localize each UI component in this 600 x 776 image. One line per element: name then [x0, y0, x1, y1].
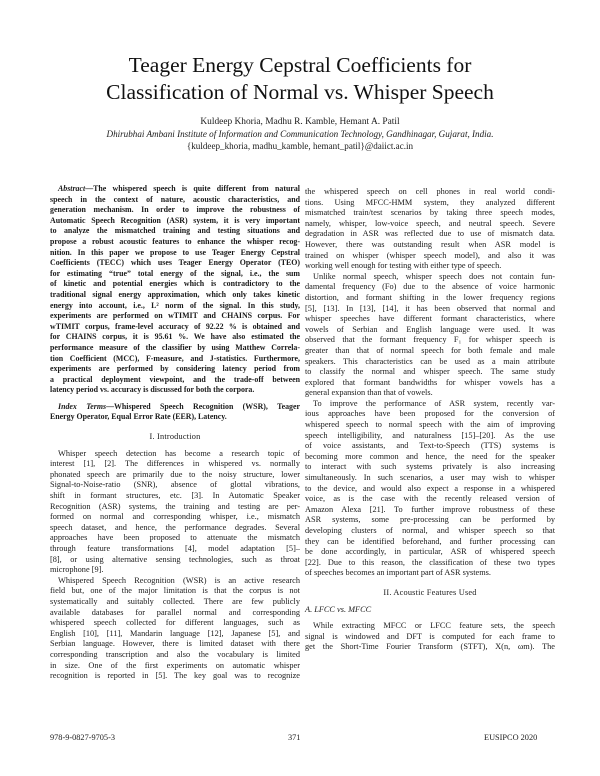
lead-label: Index Terms: [58, 401, 107, 411]
text-line: Unlike normal speech, whisper speech does not contain fun-: [313, 271, 555, 281]
text-line: voice, as is the case with the recently released version of: [305, 494, 555, 504]
text-line: working well enough for testing with either type of speech.: [305, 261, 502, 271]
text-line: whispered speech collected for different languages, such as: [50, 618, 300, 628]
text-line: Serbian language. However, there is limited dataset with there: [50, 639, 300, 649]
text-line: Whisper speech detection has become a research topic of: [58, 448, 300, 458]
text-line: [50, 402, 300, 413]
text-line: to interact with such systems privately is also increasing: [305, 462, 555, 472]
text-line: latency period vs. accuracy is discussed for both the corpora.: [50, 385, 255, 395]
text-line: nition. In this paper we propose to use Teager Energy Cepstral: [50, 247, 300, 257]
text-line: corresponding transcription and also the vocabulary is limited: [50, 649, 300, 659]
text-line: ASR systems, some pre-processing can be performed by: [305, 515, 555, 525]
lead-text: —Whispered Speech Recognition (WSR), Teager: [106, 401, 300, 411]
text-line: of speeches becomes an important part of ASR systems.: [305, 568, 491, 578]
lead-text: —The whispered speech is quite different from natural: [85, 184, 300, 193]
text-line: Automatic Speech Recognition (ASR) system, it is very important: [50, 215, 300, 225]
text-line: systematically and suitably collected. There are few publicly: [50, 596, 300, 606]
text-line: get the Short-Time Fourier Transform (STFT), X(n, ωm). The: [305, 642, 555, 652]
text-line: simultaneously. In such scenarios, a user may wish to whisper: [305, 473, 555, 483]
author-emails: {kuldeep_khoria, madhu_kamble, hemant_patil}@daiict.ac.in: [186, 141, 414, 151]
section-heading-acoustic-features: II. Acoustic Features Used: [383, 587, 477, 597]
text-line: recognition is reported in [5]. The key goal was to recognize: [50, 671, 300, 681]
text-line: energy into account, i.e., L² norm of the signal. In this study,: [50, 300, 300, 310]
text-line: greater than that of normal speech for both female and male: [305, 345, 555, 355]
paper-title: [30, 52, 570, 106]
text-line: through feature transformations [4], model adaptation [5]–: [50, 544, 300, 553]
text-line: Recognition (ASR) systems, the training and testing are per-: [50, 501, 300, 511]
text-line: formed on normal and corresponding whisper, i.e., mismatch: [50, 512, 300, 522]
text-line: field but, one of the major limitation is that the corpus is not: [50, 586, 300, 596]
right-paragraph-1: [305, 187, 555, 272]
footer-conference: EUSIPCO 2020: [484, 733, 538, 742]
text-line: Coefficients (TECC) which uses Teager Energy Operator (TEO): [50, 258, 300, 268]
text-line: they can be identified beforehand, and further processing can: [305, 536, 555, 546]
text-line: shift in formant structures, etc. [3]. In Automatic Speaker: [50, 491, 300, 501]
text-line: whispered speech to normal speech with the aim of improving: [305, 420, 555, 430]
text-line: Signal-to-Noise-ratio (SNR), absence of glottal vibrations,: [50, 480, 300, 490]
text-line: degradation in ASR was reflected due to use of mismatch data.: [305, 229, 555, 239]
text-line: English [10], [11], Mandarin language [12], Japanese [5], and: [50, 628, 300, 638]
right-paragraph-2: [305, 272, 555, 399]
text-line: However, there was outstanding result when ASR model is: [305, 239, 555, 249]
text-line: Whispered Speech Recognition (WSR) is an active research: [58, 575, 300, 585]
text-line: Amazon Alexa [21]. To further improve robustness of these: [305, 504, 555, 514]
text-line: phonated speech are primarily due to the noisy structure, lower: [50, 469, 300, 479]
text-line: to classify the normal and whisper speech. The same study: [305, 367, 555, 377]
text-line: a practical deployment viewpoint, and the trade-off between: [50, 374, 300, 384]
text-line: ious approaches have been proposed for the conversion of: [305, 409, 555, 419]
text-line: be done accordingly, in particular, ASR of whispered speech: [305, 547, 555, 557]
text-line: of kinetic and potential energies which is contradictory to the: [50, 279, 300, 289]
text-line: the whispered speech on cell phones in real world condi-: [305, 187, 555, 196]
text-line: signal is windowed and DFT is computed for each frame to: [305, 631, 555, 641]
text-line: in size. One of the first experiments on automatic whisper: [50, 660, 300, 670]
section-heading-introduction: I. Introduction: [149, 432, 201, 442]
text-line: whisper speeches have different formant characteristics, where: [305, 314, 555, 324]
text-line: wTIMIT corpus, frame-level accuracy of 92.22 % is obtained and: [50, 321, 300, 331]
text-line: [22]. Due to this reason, the classification of these two types: [305, 557, 555, 567]
text-line: of voice assistants, and Text-to-Speech (TTS) systems is: [305, 441, 555, 451]
text-line: trained on whisper (whisper speech model), and also it was: [305, 250, 555, 260]
footer-isbn: 978-9-0827-9705-3: [50, 733, 115, 742]
intro-paragraph-1: [50, 449, 300, 576]
text-line: approaches have been proposed to attenuate the mismatch: [50, 533, 300, 543]
text-line: becoming more common and hence, the need for the speaker: [305, 451, 555, 461]
text-line: experiments are performed by considering latency period from: [50, 364, 300, 374]
text-line: explored that formant bandwidths for whisper vowels has a: [305, 377, 555, 387]
text-line: speech intelligibility, and naturalness [15]–[20]. As the use: [305, 430, 555, 440]
text-line: to analyze the mismatched training and testing situations and: [50, 226, 300, 236]
right-column: [305, 187, 555, 653]
text-line: While extracting MFCC or LFCC feature sets, the speech: [313, 621, 555, 631]
right-paragraph-3: [305, 399, 555, 579]
text-line: to the device, and would also expect a response in a whispered: [305, 483, 555, 493]
title-line-2: Classification of Normal vs. Whisper Speech: [106, 80, 494, 104]
lead-label: Abstract: [58, 184, 86, 193]
text-line: To improve the performance of ASR system, recently var-: [313, 398, 555, 408]
text-line: for CHAINS corpus, it is 95.61 %. We have also estimated the: [50, 332, 300, 342]
text-line: tions. Using MFCC-HMM system, they analyzed different: [305, 197, 555, 207]
author-list: Kuldeep Khoria, Madhu R. Kamble, Hemant A. Patil: [200, 117, 400, 127]
left-column: [50, 184, 300, 682]
text-line: [5], [13]. In [13], [14], it has been observed that normal and: [305, 303, 555, 313]
text-line: performance measure of the classifier by using Matthew Correla-: [50, 342, 300, 352]
text-line: tion Coefficient (MCC), F-measure, and J-statistics. Furthermore,: [50, 353, 300, 363]
text-line: vowels of Serbian and English language were used. It was: [305, 324, 555, 334]
right-paragraph-4: [305, 621, 555, 653]
affiliation: Dhirubhai Ambani Institute of Information and Communication Technology, Gandhinagar, Gujarat, India.: [106, 129, 494, 139]
footer-page-number: 371: [288, 733, 301, 742]
text-line: speakers. This characteristics can be used as a main attribute: [305, 356, 555, 366]
text-line: mismatched train/test scenarios by taking three speech modes,: [305, 208, 555, 218]
text-line: available databases for parallel normal and corresponding: [50, 607, 300, 617]
subsection-heading-lfcc-mfcc: A. LFCC vs. MFCC: [305, 604, 372, 614]
title-line-1: Teager Energy Cepstral Coefficients for: [128, 53, 472, 77]
text-line: damental frequency (Fo) due to the absence of voice harmonic: [305, 282, 555, 292]
text-line: for estimating “true” total energy of the signal, i.e., the sum: [50, 268, 300, 278]
text-line: interest [1], [2]. The differences in whispered vs. normally: [50, 459, 300, 469]
text-line: [8], or using alternative sensing technologies, such as throat: [50, 554, 300, 564]
text-line: speech dataset, and hence, the performance degrades. Several: [50, 522, 300, 532]
text-line: experiments are performed on wTIMIT and CHAINS corpus. For: [50, 311, 300, 321]
text-line: developing clusters of normal, and whisper speech so that: [305, 526, 555, 535]
text-line: observed that the formant frequency F₁ for whisper speech is: [305, 335, 555, 345]
text-line: Energy Operator, Equal Error Rate (EER), Latency.: [50, 412, 227, 422]
text-line: speech in the context of nature, acoustic characteristics, and: [50, 194, 300, 204]
text-line: namely, whisper, low-voice speech, and neutral speech. Severe: [305, 218, 555, 228]
index-terms: [50, 402, 300, 423]
text-line: propose a robust acoustic features to enhance the whisper recog-: [50, 236, 300, 246]
text-line: microphone [9].: [50, 565, 104, 575]
text-line: generation mechanism. In order to improve the robustness of: [50, 205, 300, 215]
text-line: [50, 184, 300, 195]
text-line: distortion, and formant shifting in the lower frequency regions: [305, 292, 555, 302]
intro-paragraph-2: [50, 576, 300, 682]
abstract: [50, 184, 300, 396]
text-line: general expansion than that of vowels.: [305, 388, 433, 398]
text-line: traditional signal energy approximation, which only takes kinetic: [50, 289, 300, 299]
